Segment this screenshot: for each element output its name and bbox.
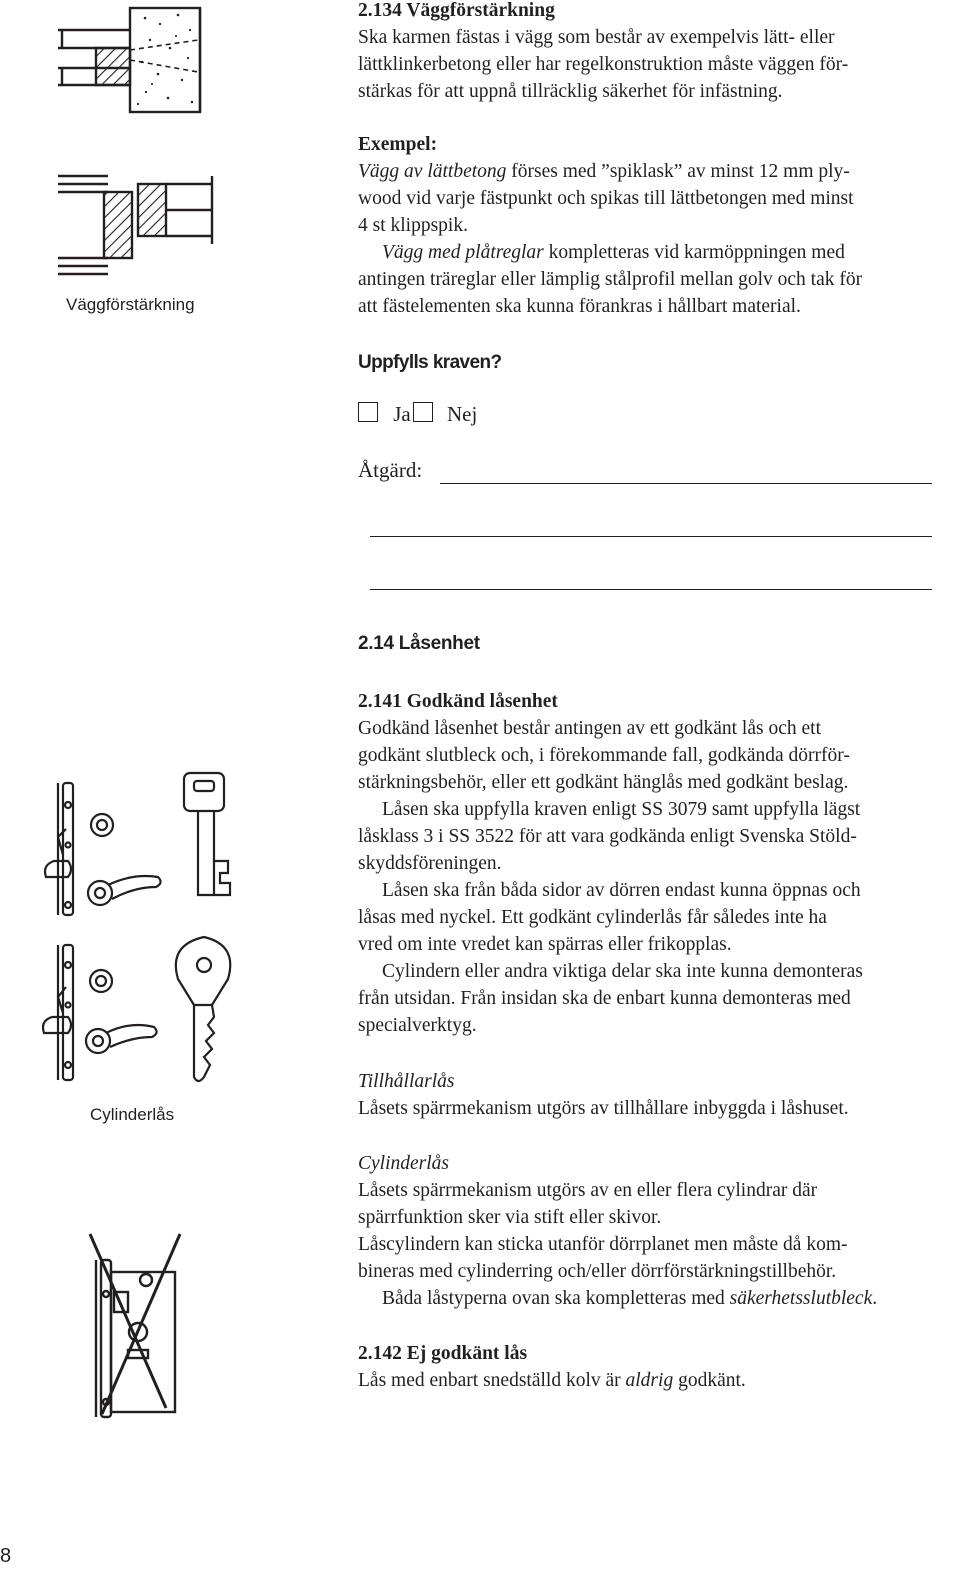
example-1-italic: Vägg av lättbetong: [358, 161, 507, 182]
wall-reinforcement-illustration: [50, 0, 270, 290]
section-2142-line: [358, 1367, 958, 1394]
both-types-text: Båda låstyperna ovan ska kompletteras med: [382, 1288, 730, 1309]
answer-options: [358, 402, 477, 426]
section-2142-end: godkänt.: [673, 1370, 746, 1391]
cylinder-block: [358, 1150, 958, 1312]
paragraph-line: Låscylindern kan sticka utanför dörrplanet men måste då kom-: [358, 1234, 848, 1255]
section-2142-italic: aldrig: [625, 1370, 674, 1391]
section-heading-2141: 2.141 Godkänd låsenhet: [358, 691, 558, 712]
checkbox-yes[interactable]: [358, 402, 378, 422]
paragraph-line: Låsen ska uppfylla kraven enligt SS 3079 samt uppfylla lägst: [382, 799, 861, 820]
page-number: 8: [0, 1545, 12, 1567]
cylinder-title: Cylinderlås: [358, 1153, 449, 1174]
paragraph-line: låsas med nyckel. Ett godkänt cylinderlås får således inte ha: [358, 907, 827, 928]
section-2142-text: Lås med enbart snedställd kolv är: [358, 1370, 626, 1391]
paragraph-line: wood vid varje fästpunkt och spikas till lättbetongen med minst: [358, 188, 854, 209]
cylinder-lock-illustration: [38, 765, 268, 1105]
option-yes-label: Ja: [393, 402, 411, 426]
action-line-1[interactable]: [440, 483, 932, 484]
example-label: Exempel:: [358, 134, 438, 155]
paragraph-line: Ska karmen fästas i vägg som består av exempelvis lätt- eller: [358, 27, 835, 48]
tillhallar-title: Tillhållarlås: [358, 1071, 455, 1092]
paragraph-line: antingen träreglar eller lämplig stålprofil mellan golv och tak för: [358, 269, 863, 290]
example-2-text: kompletteras vid karmöppningen med: [543, 242, 845, 263]
example-block: [358, 131, 958, 320]
both-types-end: .: [872, 1288, 878, 1309]
both-types-line: [358, 1285, 958, 1312]
figure-caption-wall-reinforcement: Väggförstärkning: [66, 295, 195, 314]
paragraph-line: Godkänd låsenhet består antingen av ett godkänt lås och ett: [358, 718, 821, 739]
section-2141: [358, 688, 958, 1039]
example-1-text: förses med ”spiklask” av minst 12 mm ply-: [506, 161, 850, 182]
tillhallar-block: [358, 1068, 958, 1122]
action-line-2[interactable]: [370, 536, 932, 537]
figure-caption-cylinder-lock: Cylinderlås: [90, 1105, 175, 1124]
tillhallar-text: Låsets spärrmekanism utgörs av tillhållare inbyggda i låshuset.: [358, 1098, 849, 1119]
paragraph-line: godkänt slutbleck och, i förekommande fall, godkända dörrför-: [358, 745, 850, 766]
section-heading-214: 2.14 Låsenhet: [358, 633, 480, 654]
paragraph-line: Låsen ska från båda sidor av dörren endast kunna öppnas och: [382, 880, 861, 901]
paragraph-line: spärrfunktion sker via stift eller skivor.: [358, 1207, 662, 1228]
action-line-3[interactable]: [370, 589, 932, 590]
action-label: Åtgärd:: [358, 458, 423, 482]
section-2142: [358, 1340, 958, 1394]
section-2134: [358, 0, 958, 105]
paragraph-line: Låsets spärrmekanism utgörs av en eller flera cylindrar där: [358, 1180, 818, 1201]
paragraph-line: bineras med cylinderring och/eller dörrförstärkningstillbehör.: [358, 1261, 837, 1282]
rejected-lock-illustration: [88, 1232, 198, 1422]
paragraph-line: låsklass 3 i SS 3522 för att vara godkända enligt Svenska Stöld-: [358, 826, 857, 847]
requirements-question: Uppfylls kraven?: [358, 352, 502, 373]
paragraph-line: stärkningsbehör, eller ett godkänt hänglås med godkänt beslag.: [358, 772, 849, 793]
section-heading-2142: 2.142 Ej godkänt lås: [358, 1343, 528, 1364]
example-1-line-1: [358, 158, 958, 185]
paragraph-line: 4 st klippspik.: [358, 215, 468, 236]
paragraph-line: stärkas för att uppnå tillräcklig säkerhet för infästning.: [358, 81, 783, 102]
option-no-label: Nej: [447, 402, 478, 426]
paragraph-line: specialverktyg.: [358, 1015, 477, 1036]
paragraph-line: att fästelementen ska kunna förankras i hållbart material.: [358, 296, 801, 317]
section-heading-2134: 2.134 Väggförstärkning: [358, 0, 555, 21]
checkbox-no[interactable]: [413, 402, 433, 422]
paragraph-line: Cylindern eller andra viktiga delar ska inte kunna demonteras: [382, 961, 863, 982]
paragraph-line: lättklinkerbetong eller har regelkonstruktion måste väggen för-: [358, 54, 849, 75]
paragraph-line: från utsidan. Från insidan ska de enbart kunna demonteras med: [358, 988, 851, 1009]
paragraph-line: vred om inte vredet kan spärras eller frikopplas.: [358, 934, 732, 955]
example-2-line-1: [358, 239, 958, 266]
paragraph-line: skyddsföreningen.: [358, 853, 502, 874]
example-2-italic: Vägg med plåtreglar: [382, 242, 544, 263]
both-types-italic: säkerhetsslutbleck: [729, 1288, 873, 1309]
